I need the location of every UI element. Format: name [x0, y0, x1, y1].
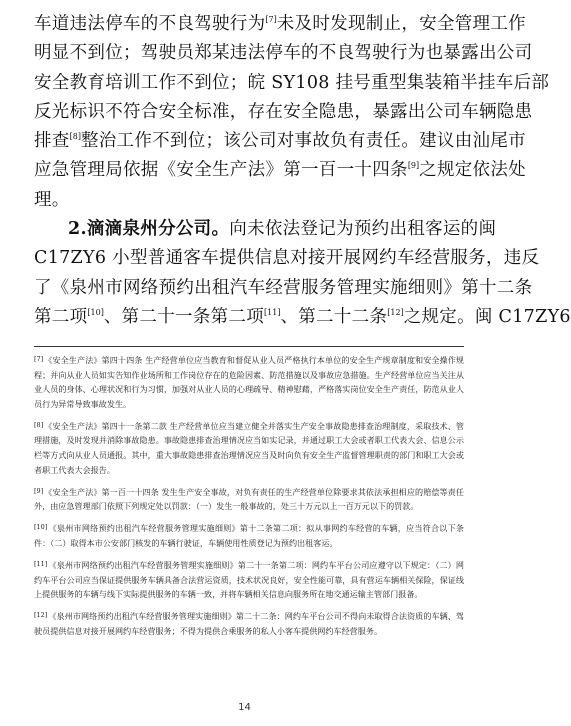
body-line-5: 排查[8]整治工作不到位；该公司对事故负有责任。建议由汕尾市: [34, 131, 526, 152]
footnote-9: [9]《安全生产法》第一百一十四条 发生生产安全事故，对负有责任的生产经营单位除要求其依法承担相应的赔偿等责任外，由应急管理部门依照下列规定处以罚款：（一）发生一般事故的，处三十万元以上一百万元以下的罚款。: [34, 486, 464, 512]
footnote-10: [10]《泉州市网络预约出租汽车经营服务管理实施细则》第十二条第二项：拟从事网约车经营的车辆，应当符合以下条件：（二）取得本市公安部门核发的车辆行驶证，车辆使用性质登记为预约出租客运。: [34, 523, 464, 549]
body-line-7: 理。: [34, 189, 70, 210]
body-line-9: C17ZY6 小型普通客车提供信息对接开展网约车经营服务，违反: [34, 248, 540, 269]
footnote-ref-7[interactable]: [7]: [265, 15, 277, 24]
body-line-10: 了《泉州市网络预约出租汽车经营服务管理实施细则》第十二条: [34, 277, 533, 298]
body-line-11: 第二项[10]、第二十一条第二项[11]、第二十二条[12]之规定。闽 C17ZY6: [34, 306, 571, 327]
footnote-divider: [34, 346, 464, 347]
footnote-11: [11]《泉州市网络预约出租汽车经营服务管理实施细则》第二十一条第二项：网约车平台公司应遵守以下规定：（二）网约车平台公司应当保证提供服务车辆具备合法营运资质，技术状况良好，安全性能可靠，具有营运车辆相关保险，保证线上提供服务的车辆与线下实际提供服务的车辆一致，并将车辆相关信息向服务所在地交通运输主管部门报备。: [34, 560, 464, 600]
footnotes: [34, 352, 464, 645]
footnote-ref-9[interactable]: [9]: [407, 161, 420, 171]
body-line-2: 明显不到位；驾驶员郑某违法停车的不良驾驶行为也暴露出公司: [34, 43, 533, 64]
footnote-ref-11[interactable]: [11]: [264, 307, 281, 317]
body-line-3: 安全教育培训工作不到位；皖 SY108 挂号重型集装箱半挂车后部: [34, 72, 550, 93]
footnote-ref-12[interactable]: [12]: [387, 307, 404, 317]
footnote-12: [12]《泉州市网络预约出租汽车经营服务管理实施细则》第二十二条：网约车平台公司不得向未取得合法资质的车辆、驾驶员提供信息对接开展网约车经营服务；不得为提供合乘服务的私人小客车提供网约车经营服务。: [34, 611, 464, 636]
footnote-ref-8[interactable]: [8]: [69, 132, 81, 142]
body-text: [34, 10, 571, 332]
footnote-8: [8]《安全生产法》第四十一条第二款 生产经营单位应当建立健全并落实生产安全事故隐患排查治理制度，采取技术、管理措施，及时发现并消除事故隐患。事故隐患排查治理情况应当如实记录，并通过职工大会或者职工代表大会、信息公示栏等方式向从业人员通报。其中，重大事故隐患排查治理情况应当及时向负有安全生产监督管理职责的部门和职工大会或者职工代表大会报告。: [34, 420, 464, 475]
section-heading: 2.滴滴泉州分公司。: [68, 219, 230, 240]
body-line-6: 应急管理局依据《安全生产法》第一百一十四条[9]之规定依法处: [34, 160, 526, 181]
footnote-7: [7]《安全生产法》第四十四条 生产经营单位应当教育和督促从业人员严格执行本单位的安全生产规章制度和安全操作规程；并向从业人员如实告知作业场所和工作岗位存在的危险因素、防范措施以及事故应急措施。生产经营单位应当关注从业人员的身体、心理状况和行为习惯，加强对从业人员的心理疏导、精神慰藉，严格落实岗位安全生产责任，防范从业人员行为异常导致事故发生。: [34, 355, 464, 409]
body-line-1: 车道违法停车的不良驾驶行为[7]未及时发现制止，安全管理工作: [34, 14, 526, 34]
body-line-8: 2.滴滴泉州分公司。向未依法登记为预约出租客运的闽: [68, 219, 497, 240]
footnote-ref-10[interactable]: [10]: [87, 307, 104, 317]
body-line-4: 反光标识不符合安全标准，存在安全隐患，暴露出公司车辆隐患: [34, 101, 533, 122]
page-number: 14: [238, 702, 251, 713]
